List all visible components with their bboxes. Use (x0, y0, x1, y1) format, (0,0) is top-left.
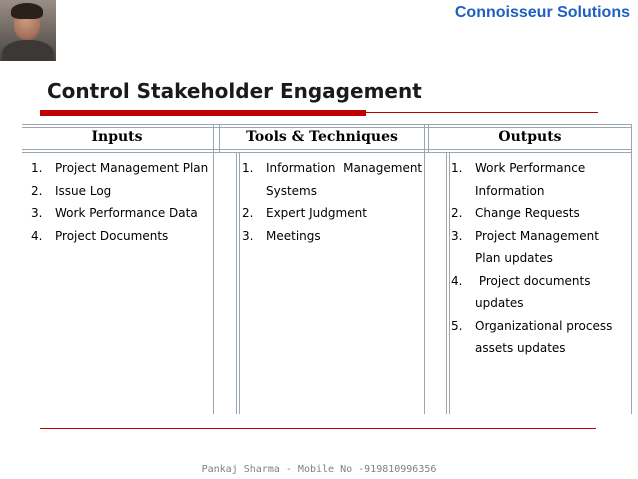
tools-column (242, 157, 422, 247)
list-item: Plan updates (475, 251, 553, 265)
outputs-heading: Outputs (498, 129, 562, 145)
slide-title: Control Stakeholder Engagement (47, 79, 422, 103)
list-item: Systems (266, 183, 317, 198)
column-divider-4 (446, 152, 447, 414)
column-divider-4b (449, 152, 450, 414)
table-right-border (631, 124, 632, 414)
header-bottom-border (22, 149, 632, 150)
outputs-column (451, 157, 631, 360)
column-divider-1 (213, 124, 214, 414)
presenter-photo (0, 0, 56, 61)
inputs-column (31, 157, 211, 247)
brand-name: Connoisseur Solutions (454, 4, 630, 21)
header-bottom-border-inner (22, 152, 632, 153)
tools-heading: Tools & Techniques (246, 129, 398, 145)
title-underline-bar (40, 110, 366, 116)
table-top-border-inner (22, 127, 632, 128)
list-item: 4. Project Documents (31, 228, 169, 243)
photo-hair (11, 3, 43, 19)
column-divider-1b (219, 124, 220, 153)
list-item: 5. Organizational process (451, 318, 613, 333)
inputs-heading: Inputs (91, 129, 143, 145)
column-divider-3b (428, 124, 429, 153)
list-item: 1. Information Management (242, 161, 423, 175)
photo-shoulders (2, 40, 54, 61)
list-item: 2. Expert Judgment (242, 206, 367, 220)
footer-text: Pankaj Sharma - Mobile No -919810996356 (201, 464, 437, 475)
list-item: 2. Issue Log (31, 183, 112, 198)
list-item: 3. Project Management (451, 228, 599, 243)
title-underline-line (366, 112, 598, 113)
column-divider-3 (424, 124, 425, 414)
table-top-border (22, 124, 632, 125)
list-item: assets updates (475, 341, 566, 355)
column-divider-2b (239, 152, 240, 414)
list-item: 2. Change Requests (451, 206, 580, 220)
list-item: Information (475, 183, 545, 198)
list-item: 4. Project documents (451, 273, 591, 288)
footer-divider (40, 428, 596, 429)
list-item: 1. Project Management Plan (31, 161, 209, 175)
list-item: 3. Work Performance Data (31, 206, 198, 220)
column-divider-2 (236, 152, 237, 414)
list-item: 1. Work Performance (451, 161, 586, 175)
list-item: updates (475, 296, 524, 310)
list-item: 3. Meetings (242, 228, 321, 243)
